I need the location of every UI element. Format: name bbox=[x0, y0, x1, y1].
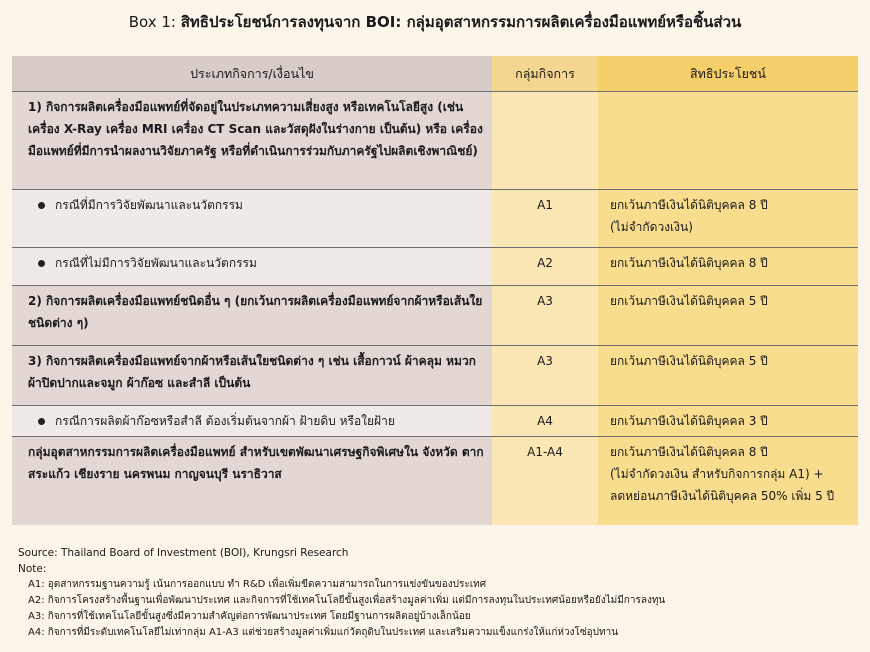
row-description: กรณีที่ไม่มีการวิจัยพัฒนาและนวัตกรรม bbox=[55, 256, 257, 270]
bullet-icon bbox=[38, 260, 45, 267]
row-group: A1 bbox=[492, 190, 598, 248]
row-group: A3 bbox=[492, 346, 598, 406]
benefits-table-container bbox=[12, 56, 858, 525]
note-item: A1: อุตสาหกรรมฐานความรู้ เน้นการออกแบบ ทำ R&D เพื่อเพิ่มขีดความสามารถในการแข่งขันของประเทศ bbox=[28, 579, 487, 590]
row-group: A1-A4 bbox=[492, 437, 598, 525]
row-description-cell bbox=[12, 406, 492, 437]
source-text: Source: Thailand Board of Investment (BOI), Krungsri Research bbox=[18, 547, 349, 559]
table-row bbox=[12, 248, 858, 286]
table-row bbox=[12, 92, 858, 190]
table-row bbox=[12, 346, 858, 406]
header-group: กลุ่มกิจการ bbox=[492, 56, 598, 92]
row-description: 2) กิจการผลิตเครื่องมือแพทย์ชนิดอื่น ๆ (ยกเว้นการผลิตเครื่องมือแพทย์จากผ้าหรือเส้นใยชนิดต่าง ๆ) bbox=[12, 286, 492, 346]
benefits-table bbox=[12, 56, 858, 525]
header-business-type: ประเภทกิจการ/เงื่อนไข bbox=[12, 56, 492, 92]
row-group bbox=[492, 92, 598, 190]
row-group: A4 bbox=[492, 406, 598, 437]
note-item: A2: กิจการโครงสร้างพื้นฐานเพื่อพัฒนาประเทศ และกิจการที่ใช้เทคโนโลยีขั้นสูงเพื่อสร้างมูลค่าเพิ่ม แต่มีการลงทุนในประเทศน้อยหรือยังไม่มีการลงทุน bbox=[28, 595, 666, 606]
bullet-icon bbox=[38, 418, 45, 425]
row-benefit bbox=[598, 92, 858, 190]
table-row bbox=[12, 437, 858, 525]
row-description: กรณีการผลิตผ้าก๊อซหรือสำลี ต้องเริ่มต้นจากผ้า ฝ้ายดิบ หรือใยฝ้าย bbox=[55, 414, 395, 428]
row-benefit: ยกเว้นภาษีเงินได้นิติบุคคล 3 ปี bbox=[598, 406, 858, 437]
table-row bbox=[12, 286, 858, 346]
row-description: กรณีที่มีการวิจัยพัฒนาและนวัตกรรม bbox=[55, 198, 243, 212]
table-header-row bbox=[12, 56, 858, 92]
page-title bbox=[0, 12, 870, 32]
bullet-icon bbox=[38, 202, 45, 209]
footer bbox=[18, 545, 665, 641]
row-description: 1) กิจการผลิตเครื่องมือแพทย์ที่จัดอยู่ในประเภทความเสี่ยงสูง หรือเทคโนโลยีสูง (เช่น เครื่อง X-Ray เครื่อง MRI เครื่อง CT Scan และวัสดุฝังในร่างกาย เป็นต้น) หรือ เครื่องมือแพทย์ที่มีการนำผลงานวิจัยภาครัฐ หรือที่ดำเนินการร่วมกับภาครัฐไปผลิตเชิงพาณิชย์) bbox=[12, 92, 492, 190]
row-benefit: ยกเว้นภาษีเงินได้นิติบุคคล 8 ปี (ไม่จำกัดวงเงิน สำหรับกิจการกลุ่ม A1) + ลดหย่อนภาษีเงินได้นิติบุคคล 50% เพิ่ม 5 ปี bbox=[598, 437, 858, 525]
row-benefit: ยกเว้นภาษีเงินได้นิติบุคคล 5 ปี bbox=[598, 286, 858, 346]
row-description-cell bbox=[12, 248, 492, 286]
header-benefit: สิทธิประโยชน์ bbox=[598, 56, 858, 92]
table-row bbox=[12, 406, 858, 437]
note-item: A4: กิจการที่มีระดับเทคโนโลยีไม่เท่ากลุ่ม A1-A3 แต่ช่วยสร้างมูลค่าเพิ่มแก่วัตถุดิบในประเทศ และเสริมความแข็งแกร่งให้แก่ห่วงโซ่อุปทาน bbox=[28, 627, 619, 638]
row-description-cell bbox=[12, 190, 492, 248]
row-benefit: ยกเว้นภาษีเงินได้นิติบุคคล 8 ปี bbox=[598, 248, 858, 286]
table-row bbox=[12, 190, 858, 248]
row-description: กลุ่มอุตสาหกรรมการผลิตเครื่องมือแพทย์ สำหรับเขตพัฒนาเศรษฐกิจพิเศษใน จังหวัด ตาก สระแก้ว เชียงราย นครพนม กาญจนบุรี นราธิวาส bbox=[12, 437, 492, 525]
row-group: A3 bbox=[492, 286, 598, 346]
row-group: A2 bbox=[492, 248, 598, 286]
row-benefit: ยกเว้นภาษีเงินได้นิติบุคคล 8 ปี (ไม่จำกัดวงเงิน) bbox=[598, 190, 858, 248]
notes-label: Note: bbox=[18, 563, 47, 575]
title-prefix: Box 1: bbox=[128, 13, 181, 31]
title-main: สิทธิประโยชน์การลงทุนจาก BOI: กลุ่มอุตสาหกรรมการผลิตเครื่องมือแพทย์หรือชิ้นส่วน bbox=[180, 13, 742, 31]
row-description: 3) กิจการผลิตเครื่องมือแพทย์จากผ้าหรือเส้นใยชนิดต่าง ๆ เช่น เสื้อกาวน์ ผ้าคลุม หมวก ผ้าปิดปากและจมูก ผ้าก๊อซ และสำลี เป็นต้น bbox=[12, 346, 492, 406]
note-item: A3: กิจการที่ใช้เทคโนโลยีขั้นสูงซึ่งมีความสำคัญต่อการพัฒนาประเทศ โดยมีฐานการผลิตอยู่บ้างเล็กน้อย bbox=[28, 611, 471, 622]
row-benefit: ยกเว้นภาษีเงินได้นิติบุคคล 5 ปี bbox=[598, 346, 858, 406]
